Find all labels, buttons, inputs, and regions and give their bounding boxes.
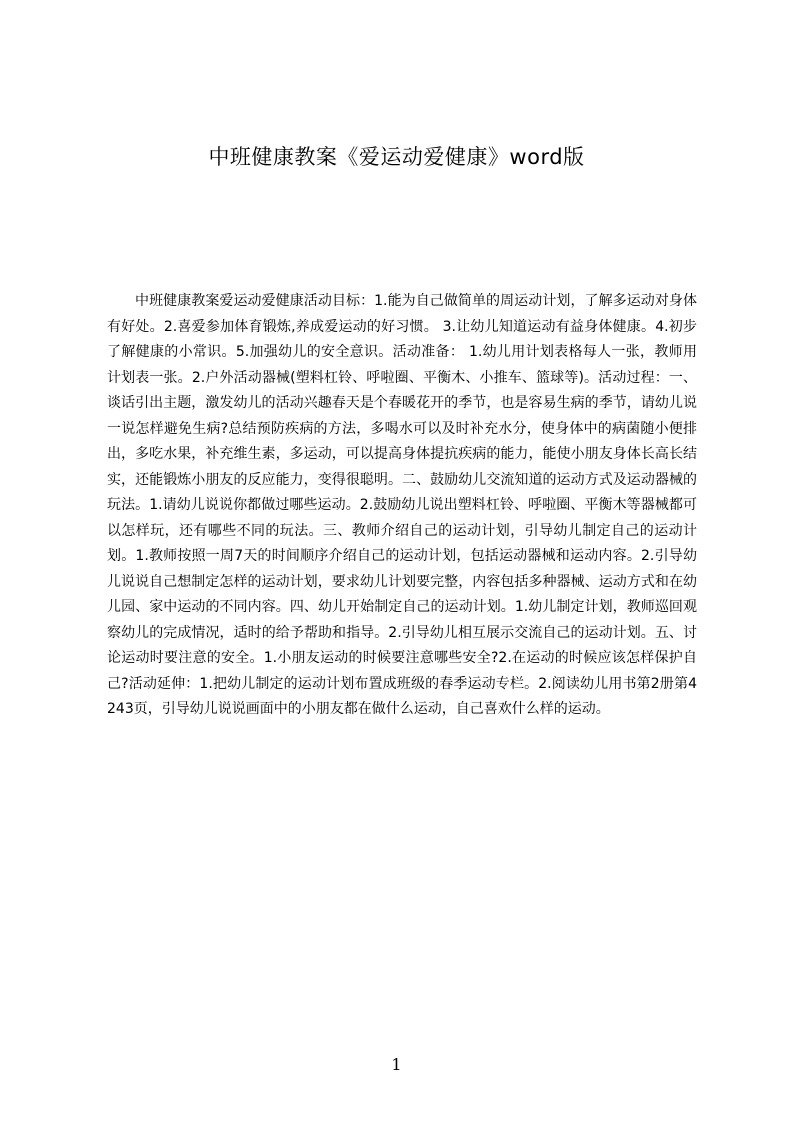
page-title: 中班健康教案《爱运动爱健康》word版: [208, 145, 585, 169]
page-number: 1: [391, 1055, 402, 1074]
body-paragraph: 中班健康教案爱运动爱健康活动目标：1.能为自己做简单的周运动计划，了解多运动对身体有好处。2.喜爱参加体育锻炼,养成爱运动的好习惯。 3.让幼儿知道运动有益身体健康。4.初步了解健康的小常识。5.加强幼儿的安全意识。活动准备： 1.幼儿用计划表格每人一张，教师用计划表一张。2.户外活动器械(塑料杠铃、呼啦圈、平衡木、小推车、篮球等)。活动过程：一、谈话引出主题，激发幼儿的活动兴趣春天是个春暖花开的季节，也是容易生病的季节，请幼儿说一说怎样避免生病?总结预防疾病的方法，多喝水可以及时补充水分，使身体中的病菌随小便排出，多吃水果，补充维生素，多运动，可以提高身体提抗疾病的能力，能使小朋友身体长高长结实，还能锻炼小朋友的反应能力，变得很聪明。二、鼓励幼儿交流知道的运动方式及运动器械的玩法。1.请幼儿说说你都做过哪些运动。2.鼓励幼儿说出塑料杠铃、呼啦圈、平衡木等器械都可以怎样玩，还有哪些不同的玩法。三、教师介绍自己的运动计划，引导幼儿制定自己的运动计划。1.教师按照一周7天的时间顺序介绍自己的运动计划，包括运动器械和运动内容。2.引导幼儿说说自己想制定怎样的运动计划，要求幼儿计划要完整，内容包括多种器械、运动方式和在幼儿园、家中运动的不同内容。四、幼儿开始制定自己的运动计划。1.幼儿制定计划，教师巡回观察幼儿的完成情况，适时的给予帮助和指导。2.引导幼儿相互展示交流自己的运动计划。五、讨论运动时要注意的安全。1.小朋友运动的时候要注意哪些安全?2.在运动的时候应该怎样保护自己?活动延伸：1.把幼儿制定的运动计划布置成班级的春季运动专栏。2.阅读幼儿用书第2册第4243页，引导幼儿说说画面中的小朋友都在做什么运动，自己喜欢什么样的运动。: [107, 293, 697, 717]
